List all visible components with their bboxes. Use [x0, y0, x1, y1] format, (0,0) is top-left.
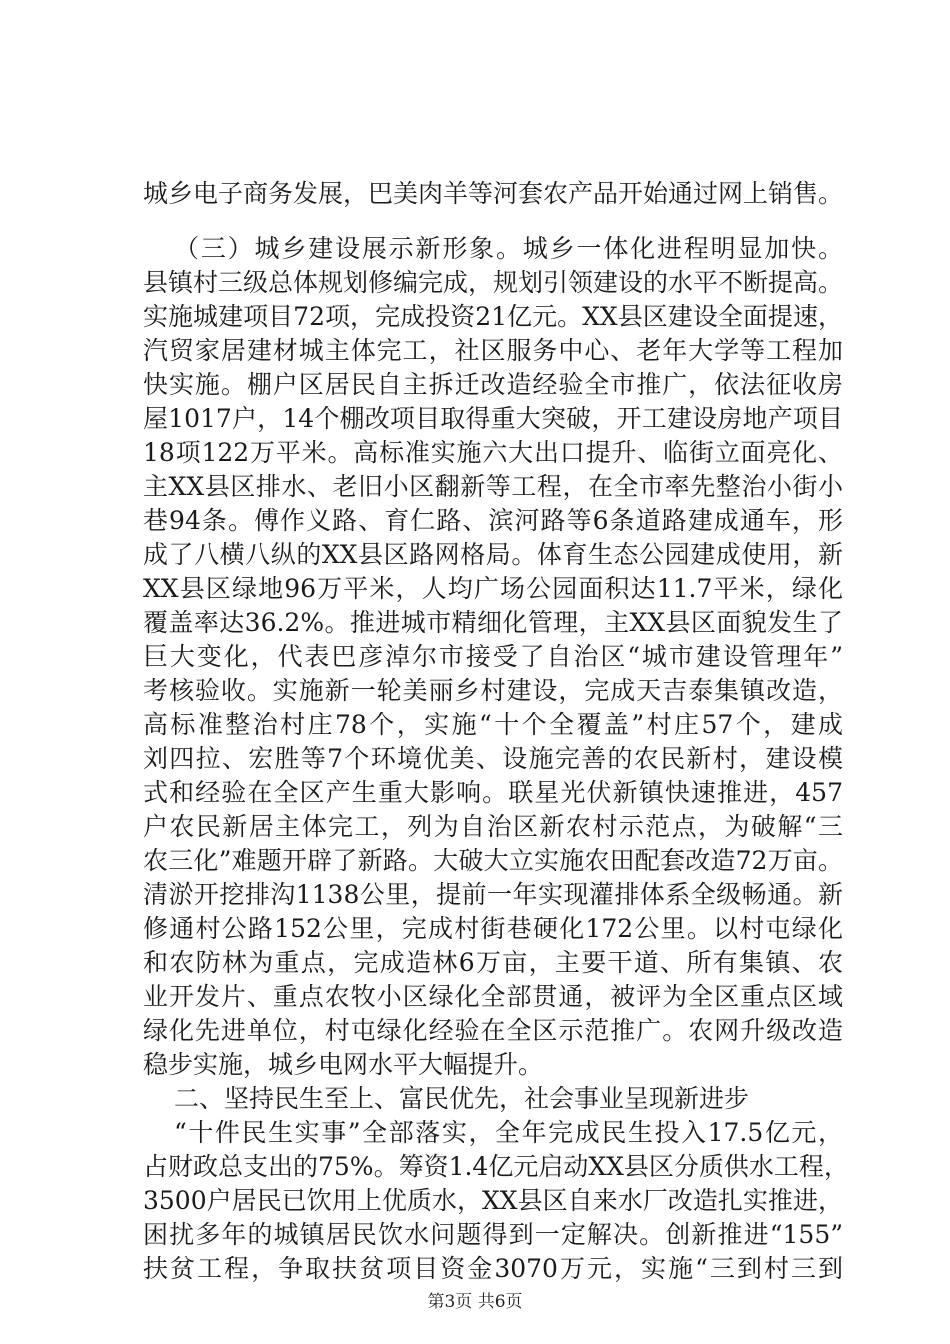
- text-line: 户农民新居主体完工，列为自治区新农村示范点，为破解“三: [143, 812, 843, 841]
- text-line: 扶贫工程，争取扶贫项目资金3070万元，实施“三到村三到: [143, 1254, 843, 1283]
- text-line: 快实施。棚户区居民自主拆迁改造经验全市推广，依法征收房: [143, 370, 843, 399]
- text-line: 巨大变化，代表巴彦淖尔市接受了自治区“城市建设管理年”: [143, 642, 843, 671]
- text-line: 高标准整治村庄78个，实施“十个全覆盖”村庄57个，建成: [143, 710, 843, 739]
- section-heading-line: （三）城乡建设展示新形象。城乡一体化进程明显加快。: [174, 234, 843, 263]
- text-line: 和农防林为重点，完成造林6万亩，主要干道、所有集镇、农: [143, 948, 843, 977]
- text-line: 巷94条。傅作义路、育仁路、滨河路等6条道路建成通车，形: [143, 506, 843, 535]
- text-line: 18项122万平米。高标准实施六大出口提升、临街立面亮化、: [143, 438, 843, 467]
- text-line: 式和经验在全区产生重大影响。联星光伏新镇快速推进，457: [143, 778, 843, 807]
- text-line: 业开发片、重点农牧小区绿化全部贯通，被评为全区重点区域: [143, 982, 843, 1011]
- text-line: 困扰多年的城镇居民饮水问题得到一定解决。创新推进“155”: [143, 1220, 843, 1249]
- text-line: 修通村公路152公里，完成村街巷硬化172公里。以村屯绿化: [143, 914, 843, 943]
- page-footer: 第3页 共6页: [427, 1292, 523, 1312]
- text-line: XX县区绿地96万平米，人均广场公园面积达11.7平米，绿化: [143, 574, 843, 603]
- text-line: 稳步实施，城乡电网水平大幅提升。: [143, 1050, 544, 1079]
- text-line: 实施城建项目72项，完成投资21亿元。XX县区建设全面提速，: [143, 302, 843, 331]
- text-line: 主XX县区排水、老旧小区翻新等工程，在全市率先整治小街小: [143, 472, 843, 501]
- text-line: 3500户居民已饮用上优质水，XX县区自来水厂改造扎实推进，: [143, 1186, 843, 1215]
- text-line: 占财政总支出的75%。筹资1.4亿元启动XX县区分质供水工程，: [143, 1152, 849, 1181]
- text-line: 绿化先进单位，村屯绿化经验在全区示范推广。农网升级改造: [143, 1016, 843, 1045]
- text-line: 成了八横八纵的XX县区路网格局。体育生态公园建成使用，新: [143, 540, 843, 569]
- text-line: 县镇村三级总体规划修编完成，规划引领建设的水平不断提高。: [143, 268, 844, 297]
- text-line: 屋1017户，14个棚改项目取得重大突破，开工建设房地产项目: [143, 404, 843, 433]
- text-line: 汽贸家居建材城主体完工，社区服务中心、老年大学等工程加: [143, 336, 843, 365]
- text-line: 覆盖率达36.2%。推进城市精细化管理，主XX县区面貌发生了: [143, 608, 843, 637]
- section-heading-line: 二、坚持民生至上、富民优先，社会事业呈现新进步: [174, 1084, 750, 1113]
- text-line: 考核验收。实施新一轮美丽乡村建设，完成天吉泰集镇改造，: [143, 676, 843, 705]
- text-line: “十件民生实事”全部落实，全年完成民生投入17.5亿元，: [174, 1118, 843, 1147]
- text-line: 刘四拉、宏胜等7个环境优美、设施完善的农民新村，建设模: [143, 744, 843, 773]
- text-line: 城乡电子商务发展，巴美肉羊等河套农产品开始通过网上销售。: [143, 179, 844, 208]
- text-line: 清淤开挖排沟1138公里，提前一年实现灌排体系全级畅通。新: [143, 880, 843, 909]
- text-line: 农三化”难题开辟了新路。大破大立实施农田配套改造72万亩。: [143, 846, 843, 875]
